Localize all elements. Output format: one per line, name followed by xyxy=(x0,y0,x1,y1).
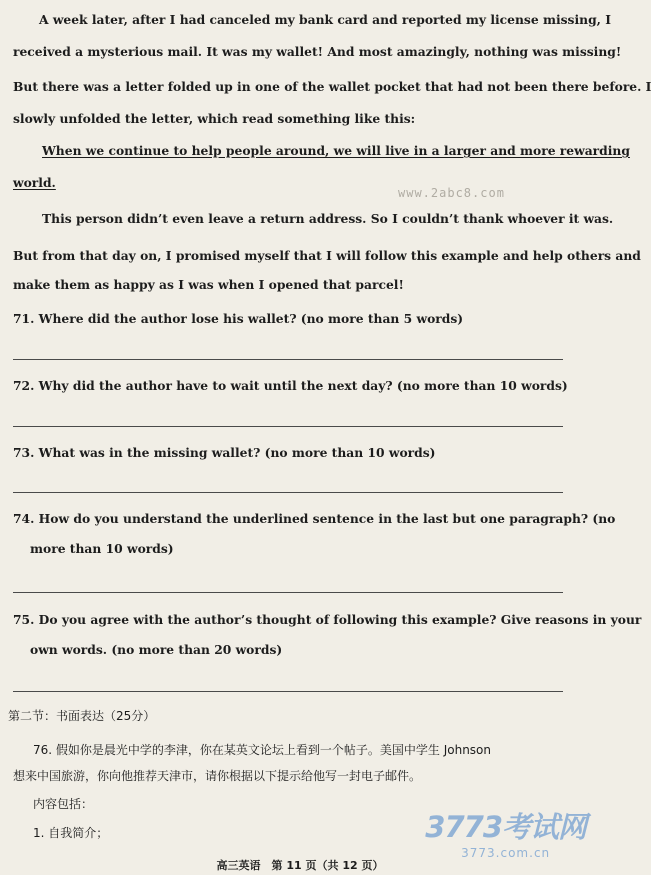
passage-line: slowly unfolded the letter, which read something like this: xyxy=(13,111,416,126)
underlined-sentence: world. xyxy=(13,175,56,190)
answer-line-75[interactable] xyxy=(13,691,563,692)
question-74: 74. How do you understand the underlined sentence in the last but one paragraph? (no xyxy=(13,511,616,526)
question-73: 73. What was in the missing wallet? (no more than 10 words) xyxy=(13,445,436,460)
passage-line: make them as happy as I was when I opened that parcel! xyxy=(13,277,404,292)
logo-url: 3773.com.cn xyxy=(461,846,551,860)
watermark: www.2abc8.com xyxy=(398,186,505,200)
passage-line: But there was a letter folded up in one of the wallet pocket that had not been there before. I xyxy=(13,79,651,94)
passage-line: received a mysterious mail. It was my wallet! And most amazingly, nothing was missing! xyxy=(13,44,622,59)
answer-line-72[interactable] xyxy=(13,426,563,427)
content-label: 内容包括： xyxy=(33,797,94,811)
passage-line: A week later, after I had canceled my bank card and reported my license missing, I xyxy=(39,12,611,27)
content-item-1: 1. 自我简介； xyxy=(33,826,109,840)
task-line: 76. 假如你是晨光中学的李津，你在某英文论坛上看到一个帖子。美国中学生 Johnson xyxy=(33,743,492,757)
question-71: 71. Where did the author lose his wallet? (no more than 5 words) xyxy=(13,311,464,326)
underlined-sentence: When we continue to help people around, we will live in a larger and more rewarding xyxy=(42,143,630,158)
passage-line: This person didn’t even leave a return address. So I couldn’t thank whoever it was. xyxy=(42,211,614,226)
site-logo xyxy=(425,805,586,860)
question-75-cont: own words. (no more than 20 words) xyxy=(30,642,283,657)
answer-line-74[interactable] xyxy=(13,592,563,593)
answer-line-73[interactable] xyxy=(13,492,563,493)
logo-title: 3773考试网 xyxy=(425,810,586,844)
question-75: 75. Do you agree with the author’s thought of following this example? Give reasons in your xyxy=(13,612,642,627)
question-74-cont: more than 10 words) xyxy=(30,541,174,556)
task-line: 想来中国旅游，你向他推荐天津市，请你根据以下提示给他写一封电子邮件。 xyxy=(13,769,422,783)
question-72: 72. Why did the author have to wait until the next day? (no more than 10 words) xyxy=(13,378,568,393)
passage-line: But from that day on, I promised myself that I will follow this example and help others and xyxy=(13,248,641,263)
section2-heading: 第二节：书面表达（25分） xyxy=(8,709,156,723)
answer-line-71[interactable] xyxy=(13,359,563,360)
page-footer: 高三英语 第 11 页（共 12 页） xyxy=(216,859,384,872)
